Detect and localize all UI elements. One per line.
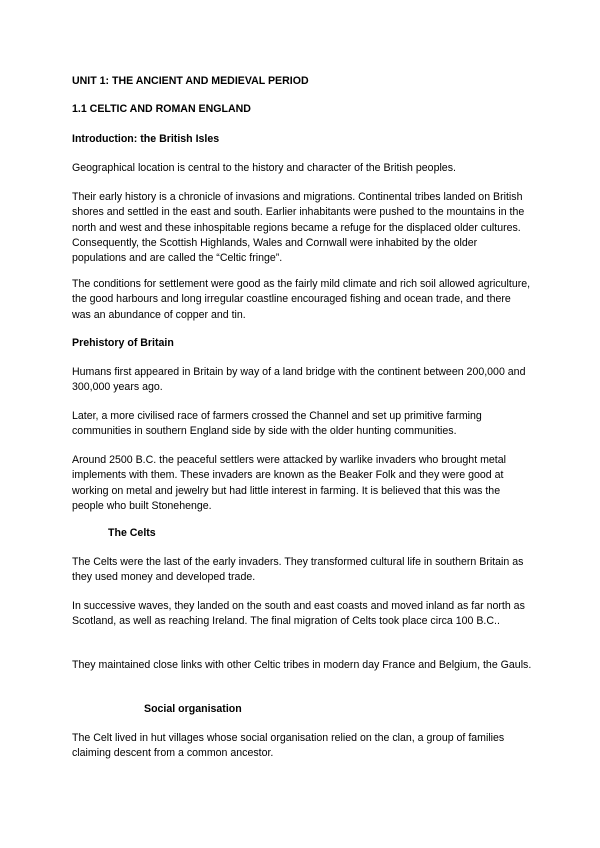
- prehistory-heading: Prehistory of Britain: [72, 337, 174, 349]
- prehistory-paragraph-2: Later, a more civilised race of farmers crossed the Channel and set up primitive farming communities in southern England side by side with the older hunting communities.: [72, 410, 482, 438]
- prehistory-paragraph-3: Around 2500 B.C. the peaceful settlers were attacked by warlike invaders who brought metal implements with them. These invaders are known as the Beaker Folk and they were good at working on metal and jewelry but had little interest in farming. It is believed that this was the people who built Stonehenge.: [72, 454, 506, 512]
- unit-heading: UNIT 1: THE ANCIENT AND MEDIEVAL PERIOD: [72, 75, 309, 87]
- intro-paragraph-2: Their early history is a chronicle of invasions and migrations. Continental tribes landed on British shores and settled in the east and south. Earlier inhabitants were pushed to the mountains in the north and west and these inhospitable regions became a refuge for the displaced older cultures. Consequently, the Scottish Highlands, Wales and Cornwall were inhabited by the older populations and are called the “Celtic fringe”.: [72, 191, 525, 265]
- intro-paragraph-3: The conditions for settlement were good as the fairly mild climate and rich soil allowed agriculture, the good harbours and long irregular coastline encouraged fishing and ocean trade, and there was an abundance of copper and tin.: [72, 278, 531, 321]
- intro-paragraph-1: Geographical location is central to the history and character of the British peoples.: [72, 162, 456, 174]
- prehistory-paragraph-1: Humans first appeared in Britain by way of a land bridge with the continent between 200,000 and 300,000 years ago.: [72, 366, 526, 394]
- celts-heading: The Celts: [108, 527, 156, 539]
- social-heading: Social organisation: [144, 703, 242, 715]
- celts-paragraph-3: They maintained close links with other Celtic tribes in modern day France and Belgium, the Gauls.: [72, 659, 532, 671]
- section-heading: 1.1 CELTIC AND ROMAN ENGLAND: [72, 103, 251, 115]
- celts-paragraph-1: The Celts were the last of the early invaders. They transformed cultural life in southern Britain as they used money and developed trade.: [72, 556, 524, 584]
- celts-paragraph-2: In successive waves, they landed on the south and east coasts and moved inland as far north as Scotland, as well as reaching Ireland. The final migration of Celts took place circa 100 B.C..: [72, 600, 525, 628]
- intro-heading: Introduction: the British Isles: [72, 133, 220, 145]
- social-paragraph-1: The Celt lived in hut villages whose social organisation relied on the clan, a group of families claiming descent from a common ancestor.: [72, 732, 505, 760]
